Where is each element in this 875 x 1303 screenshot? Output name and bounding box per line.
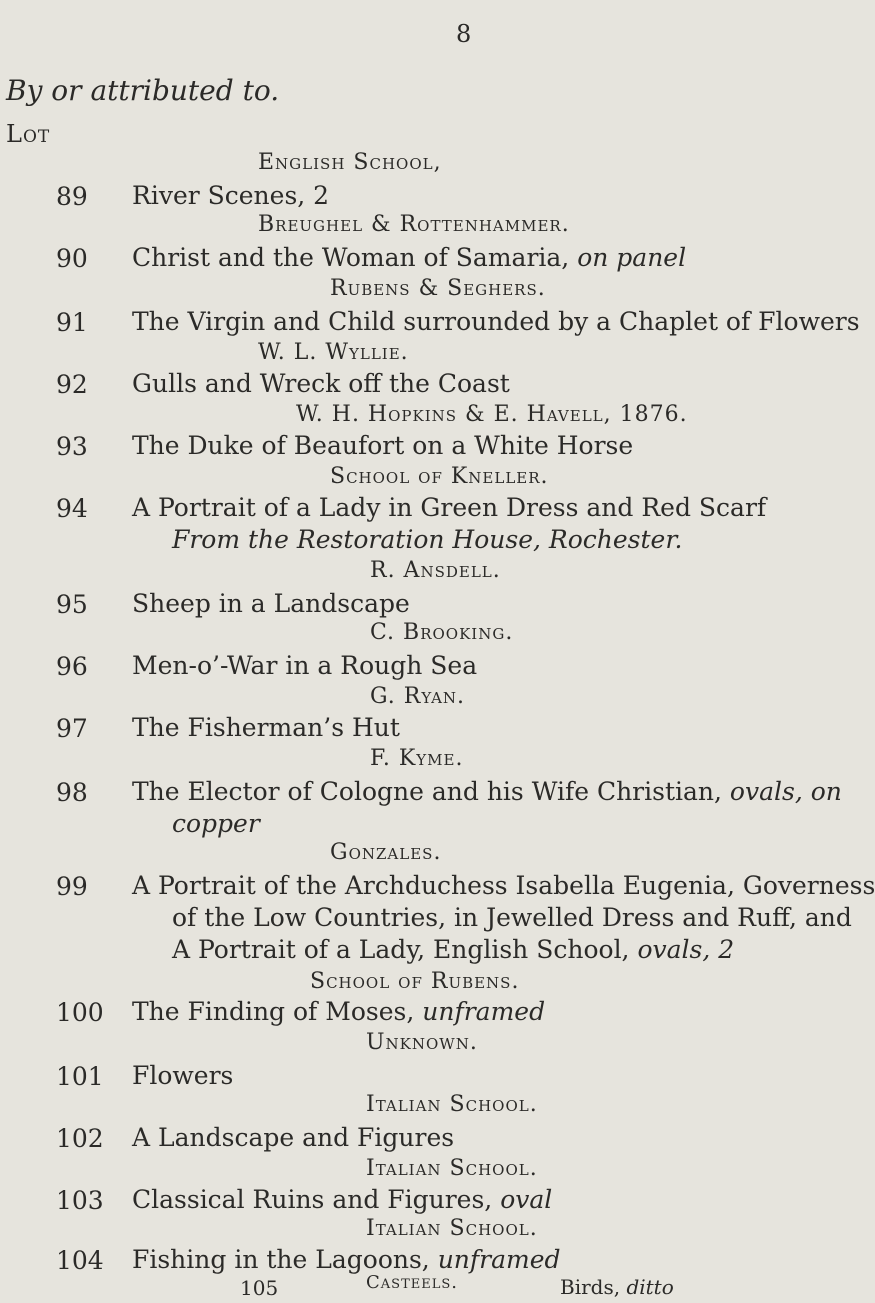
- lot-number: 94: [56, 494, 88, 523]
- lot-number: 98: [56, 778, 88, 807]
- attribution: Rubens & Seghers.: [330, 276, 546, 301]
- lot-number: 89: [56, 182, 88, 211]
- heading: By or attributed to.: [6, 74, 280, 107]
- lot-title: Gulls and Wreck off the Coast: [132, 369, 510, 398]
- lot-number: 95: [56, 590, 88, 619]
- lot-title: A Landscape and Figures: [132, 1123, 455, 1152]
- lot-title: Flowers: [132, 1061, 234, 1090]
- lot-title: River Scenes, 2: [132, 181, 330, 210]
- page-number: 8: [456, 20, 472, 48]
- lot-title: Birds, ditto: [560, 1275, 674, 1299]
- lot-title: A Portrait of a Lady in Green Dress and Red Scarf From the Restoration House, Rochester.: [132, 492, 792, 556]
- lot-title: A Portrait of the Archduchess Isabella Eugenia, Governess of the Low Countries, in Jewelled Dress and Ruff, and A Portrait of a Lady, English School, ovals, 2 School of Rubens.: [132, 870, 792, 998]
- attribution: School of Kneller.: [330, 464, 549, 489]
- lot-number: 90: [56, 244, 88, 273]
- attribution: English School,: [258, 150, 442, 175]
- lot-title: The Duke of Beaufort on a White Horse: [132, 431, 634, 460]
- attribution: Italian School.: [366, 1216, 538, 1241]
- lot-provenance: From the Restoration House, Rochester.: [172, 525, 683, 554]
- lot-number: 105: [240, 1276, 279, 1300]
- attribution: Italian School.: [366, 1092, 538, 1117]
- lot-title: Sheep in a Landscape: [132, 589, 410, 618]
- lot-number: 92: [56, 370, 88, 399]
- lot-number: 96: [56, 652, 88, 681]
- lot-title: The Virgin and Child surrounded by a Chaplet of Flowers: [132, 307, 860, 336]
- lot-number: 101: [56, 1062, 104, 1091]
- attribution: W. H. Hopkins & E. Havell, 1876.: [296, 402, 688, 427]
- lot-number: 100: [56, 998, 104, 1027]
- attribution: School of Rubens.: [310, 969, 520, 994]
- lot-number: 102: [56, 1124, 104, 1153]
- lot-number: 97: [56, 714, 88, 743]
- lot-title: The Elector of Cologne and his Wife Christian, ovals, on copper: [132, 777, 842, 838]
- attribution: Gonzales.: [330, 840, 442, 865]
- lot-title: Christ and the Woman of Samaria, on panel: [132, 243, 687, 272]
- attribution: Breughel & Rottenhammer.: [258, 212, 570, 237]
- attribution: Unknown.: [366, 1030, 478, 1055]
- lot-column-label: Lot: [6, 120, 51, 148]
- lot-number: 91: [56, 308, 88, 337]
- lot-title: Fishing in the Lagoons, unframed: [132, 1245, 561, 1274]
- attribution: Italian School.: [366, 1156, 538, 1181]
- lot-title: The Fisherman’s Hut: [132, 713, 400, 742]
- lot-number: 104: [56, 1246, 104, 1275]
- lot-number: 103: [56, 1186, 104, 1215]
- lot-title: Men-o’-War in a Rough Sea: [132, 651, 478, 680]
- attribution: W. L. Wyllie.: [258, 340, 409, 365]
- attribution: C. Brooking.: [370, 620, 514, 645]
- attribution: F. Kyme.: [370, 746, 464, 771]
- attribution: Casteels.: [366, 1272, 458, 1293]
- lot-title: Classical Ruins and Figures, oval: [132, 1185, 553, 1214]
- lot-medium-continued: copper: [172, 809, 260, 838]
- lot-number: 99: [56, 872, 88, 901]
- attribution: R. Ansdell.: [370, 558, 501, 583]
- attribution: G. Ryan.: [370, 684, 466, 709]
- lot-title: The Finding of Moses, unframed: [132, 997, 546, 1026]
- lot-number: 93: [56, 432, 88, 461]
